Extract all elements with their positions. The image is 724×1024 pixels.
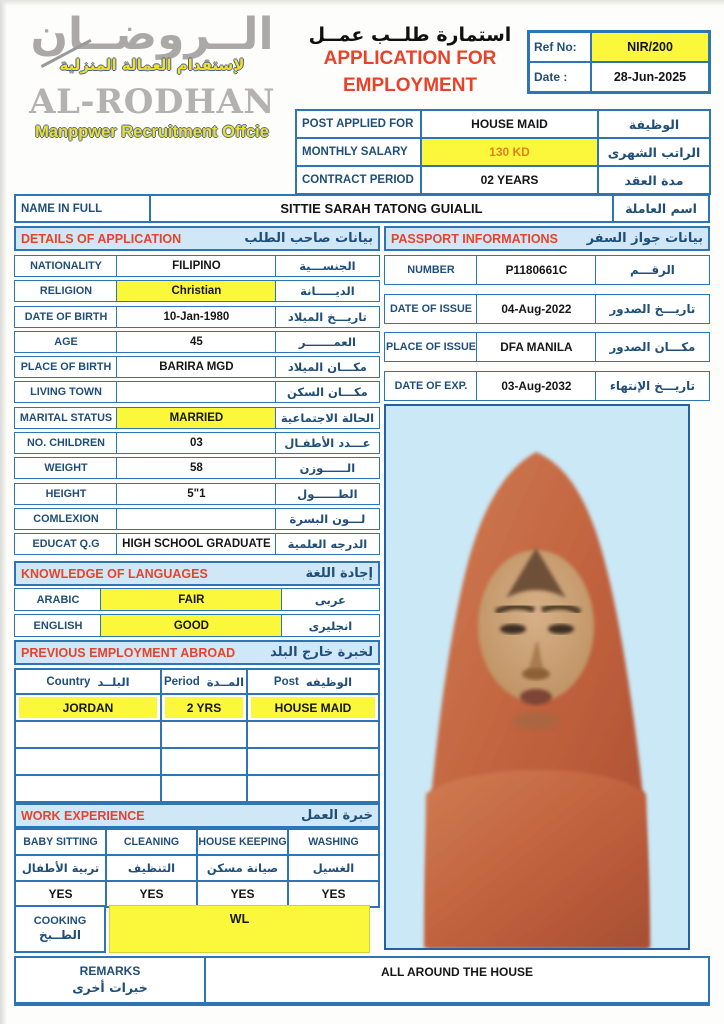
work-column-value: YES <box>16 882 107 906</box>
remarks-label <box>16 958 206 1002</box>
table-row <box>14 614 380 637</box>
languages-section-header <box>14 561 380 586</box>
cell-period <box>162 776 248 801</box>
language-label: ENGLISH <box>14 614 102 637</box>
table-row <box>14 508 380 530</box>
cooking-label-arabic: الطــبخ <box>38 928 82 943</box>
ref-box <box>527 30 711 94</box>
cell-value <box>251 724 375 745</box>
passport-label: DATE OF ISSUE <box>384 294 478 324</box>
column-header-post <box>248 670 378 693</box>
detail-label: PLACE OF BIRTH <box>14 356 118 378</box>
detail-arabic: الجنســـية <box>275 255 380 277</box>
language-arabic: انجليرى <box>281 614 380 637</box>
passport-label: DATE OF EXP. <box>384 371 478 401</box>
table-row <box>384 294 710 324</box>
detail-arabic: الــــــوزن <box>275 457 380 479</box>
detail-value: MARRIED <box>116 407 276 429</box>
applicant-photo <box>384 404 690 950</box>
cell-post <box>248 776 378 801</box>
passport-arabic: تاريـــخ الصدور <box>595 294 710 324</box>
form-title-english-line2: EMPLOYMENT <box>342 74 478 96</box>
detail-value <box>116 508 276 530</box>
detail-arabic: تاريـــخ الميلاد <box>275 306 380 328</box>
detail-value: BARIRA MGD <box>116 356 276 378</box>
passport-arabic: تاريـــخ الإنتهاء <box>595 371 710 401</box>
cell-country <box>16 722 162 747</box>
details-header-arabic: بيانات صاحب الطلب <box>244 231 373 246</box>
passport-header-english: PASSPORT INFORMATIONS <box>391 231 558 246</box>
detail-value: FILIPINO <box>116 255 276 277</box>
detail-label: AGE <box>14 331 118 353</box>
contract-period-arabic: مدة العقد <box>624 172 684 188</box>
cell-value <box>251 778 375 799</box>
previous-employment-header-arabic: لخبرة خارج البلد <box>270 645 373 660</box>
detail-label: MARITAL STATUS <box>14 407 118 429</box>
logo-block <box>16 9 288 142</box>
previous-employment-header-english: PREVIOUS EMPLOYMENT ABROAD <box>21 645 236 660</box>
passport-value: DFA MANILA <box>476 332 596 362</box>
detail-arabic: الدرجه العلمية <box>275 533 380 555</box>
name-arabic: اسم العاملة <box>625 201 697 216</box>
passport-section-header <box>384 226 710 251</box>
languages-table <box>14 588 380 640</box>
table-row <box>14 381 380 403</box>
table-row <box>16 695 378 722</box>
applicant-photo-drawing <box>386 406 688 948</box>
detail-label: WEIGHT <box>14 457 118 479</box>
table-row <box>384 371 710 401</box>
work-column-value: YES <box>321 887 346 901</box>
ref-number-label: Ref No: <box>530 33 592 61</box>
monthly-salary-arabic: الراتب الشهرى <box>607 144 701 160</box>
cooking-value: WL <box>109 905 370 953</box>
post-applied-value: HOUSE MAID <box>422 111 599 137</box>
detail-value: 45 <box>116 331 276 353</box>
language-arabic: عربى <box>281 588 380 611</box>
logo-arabic-name: الــروضــان <box>30 9 274 60</box>
column-header-english: Period <box>163 675 200 688</box>
ref-number-value: NIR/200 <box>592 33 708 61</box>
column-header-arabic: البلــد <box>97 674 130 689</box>
work-experience-table <box>14 828 380 908</box>
table-row <box>14 331 380 353</box>
table-row <box>16 722 378 749</box>
table-row <box>16 854 378 880</box>
table-row <box>14 533 380 555</box>
remarks-label-arabic: خبرات أخرى <box>72 979 148 995</box>
passport-arabic: مكـــان الصدور <box>595 332 710 362</box>
remarks-value: ALL AROUND THE HOUSE <box>380 965 533 979</box>
passport-label: PLACE OF ISSUE <box>384 332 478 362</box>
scan-edge-left <box>0 0 7 1024</box>
cell-post <box>248 695 378 720</box>
logo-tagline: Manppwer Recruitment Offcie <box>35 123 269 142</box>
language-level: FAIR <box>100 588 282 611</box>
passport-label: NUMBER <box>384 255 478 285</box>
details-section-header <box>14 226 380 251</box>
passport-table <box>384 255 710 409</box>
cell-value <box>165 778 243 799</box>
cell-post <box>248 749 378 774</box>
previous-employment-table <box>14 668 380 803</box>
table-row <box>14 255 380 277</box>
work-column-arabic: التنظيف <box>107 856 198 880</box>
work-column-english: WASHING <box>308 836 359 848</box>
detail-label: NO. CHILDREN <box>14 432 118 454</box>
column-header-arabic: المــدة <box>206 674 245 689</box>
logo-latin-name: AL-RODHAN <box>29 82 275 123</box>
form-title-english-line1: APPLICATION FOR <box>323 48 497 69</box>
detail-arabic: الديـــــانة <box>275 280 380 302</box>
detail-label: DATE OF BIRTH <box>14 306 118 328</box>
detail-value: 5"1 <box>116 483 276 505</box>
name-row <box>14 194 710 223</box>
ref-date-row <box>530 61 708 91</box>
column-header-english: Country <box>46 675 91 688</box>
table-row <box>297 137 709 165</box>
contract-period-value: 02 YEARS <box>422 167 599 193</box>
work-column-arabic: تربية الأطفال <box>16 856 107 880</box>
ref-date-label: Date : <box>530 63 592 91</box>
passport-value: 04-Aug-2022 <box>476 294 596 324</box>
remarks-row <box>14 956 710 1006</box>
passport-value: P1180661C <box>476 255 596 285</box>
cooking-label <box>14 905 106 953</box>
ref-number-row <box>530 33 708 61</box>
column-header-period <box>162 670 248 693</box>
table-row <box>14 407 380 429</box>
monthly-salary-label: MONTHLY SALARY <box>297 139 422 165</box>
detail-arabic: العمـــــــر <box>275 331 380 353</box>
work-experience-header-english: WORK EXPERIENCE <box>21 808 145 823</box>
cell-value: HOUSE MAID <box>251 697 375 718</box>
language-level: GOOD <box>100 614 282 637</box>
column-header-arabic: الوظيفه <box>305 674 353 689</box>
detail-arabic: مكـــان السكن <box>275 381 380 403</box>
detail-label: COMLEXION <box>14 508 118 530</box>
cell-country <box>16 749 162 774</box>
column-header-english: Post <box>273 675 299 688</box>
table-row <box>384 332 710 362</box>
post-applied-arabic: الوظيفة <box>628 116 680 132</box>
table-row <box>16 776 378 801</box>
work-column-value: YES <box>107 882 198 906</box>
detail-value <box>116 381 276 403</box>
name-value: SITTIE SARAH TATONG GUIALIL <box>151 196 614 221</box>
table-row <box>14 483 380 505</box>
detail-value: Christian <box>116 280 276 302</box>
work-column-arabic: صيانة مسكن <box>198 856 289 880</box>
contract-period-label: CONTRACT PERIOD <box>297 167 422 193</box>
cell-country <box>16 695 162 720</box>
table-row <box>297 111 709 137</box>
details-header-english: DETAILS OF APPLICATION <box>21 231 182 246</box>
cell-period <box>162 722 248 747</box>
detail-label: LIVING TOWN <box>14 381 118 403</box>
table-row <box>16 749 378 776</box>
details-table <box>14 255 380 559</box>
column-header-country <box>16 670 162 693</box>
work-column-english: BABY SITTING <box>16 830 107 854</box>
table-row <box>14 432 380 454</box>
detail-label: RELIGION <box>14 280 118 302</box>
table-row <box>14 356 380 378</box>
work-experience-header-arabic: خبرة العمل <box>301 808 373 823</box>
passport-arabic: الرقـــم <box>595 255 710 285</box>
table-header-row <box>16 670 378 695</box>
detail-arabic: مكـــان الميلاد <box>275 356 380 378</box>
cooking-row <box>14 905 380 953</box>
table-row <box>14 588 380 611</box>
scan-edge-top <box>0 0 724 6</box>
table-row <box>297 165 709 193</box>
name-label: NAME IN FULL <box>16 196 151 221</box>
detail-arabic: الطــــــول <box>275 483 380 505</box>
detail-value: HIGH SCHOOL GRADUATE <box>116 533 276 555</box>
table-row <box>384 255 710 285</box>
form-title <box>296 24 524 99</box>
cell-period <box>162 749 248 774</box>
passport-value: 03-Aug-2032 <box>476 371 596 401</box>
cell-value <box>165 724 243 745</box>
table-header-row <box>16 830 378 854</box>
cell-value: 2 YRS <box>165 697 243 718</box>
passport-header-arabic: بيانات جواز السفر <box>586 231 703 246</box>
languages-header-arabic: إجادة اللغة <box>305 566 373 581</box>
detail-arabic: عـــدد الأطفـال <box>275 432 380 454</box>
table-row <box>16 880 378 906</box>
cooking-label-english: COOKING <box>33 914 87 927</box>
work-column-english: CLEANING <box>107 830 198 854</box>
languages-header-english: KNOWLEDGE OF LANGUAGES <box>21 566 208 581</box>
cell-value <box>251 751 375 772</box>
detail-label: HEIGHT <box>14 483 118 505</box>
form-title-arabic: استمارة طلــب عمــل <box>308 24 512 46</box>
detail-value: 58 <box>116 457 276 479</box>
remarks-label-english: REMARKS <box>79 964 141 979</box>
cell-post <box>248 722 378 747</box>
detail-arabic: الحالة الاجتماعية <box>275 407 380 429</box>
table-row <box>14 306 380 328</box>
detail-value: 03 <box>116 432 276 454</box>
cell-country <box>16 776 162 801</box>
logo-arabic-subtitle: لإستقدام العمالة المنزلية <box>59 56 245 75</box>
work-column-arabic: الغسيل <box>312 861 355 875</box>
ref-date-value: 28-Jun-2025 <box>613 70 687 84</box>
language-label: ARABIC <box>14 588 102 611</box>
previous-employment-section-header <box>14 640 380 665</box>
detail-value: 10-Jan-1980 <box>116 306 276 328</box>
cell-value <box>19 751 157 772</box>
table-row <box>14 457 380 479</box>
cell-value <box>19 724 157 745</box>
detail-label: NATIONALITY <box>14 255 118 277</box>
cell-period <box>162 695 248 720</box>
post-applied-table <box>295 109 711 195</box>
cell-value <box>165 751 243 772</box>
cell-value <box>19 778 157 799</box>
work-column-value: YES <box>198 882 289 906</box>
monthly-salary-value: 130 KD <box>422 139 599 165</box>
detail-arabic: لـــون البسرة <box>275 508 380 530</box>
cell-value: JORDAN <box>19 697 157 718</box>
detail-label: EDUCAT Q.G <box>14 533 118 555</box>
post-applied-label: POST APPLIED FOR <box>297 111 422 137</box>
work-experience-section-header <box>14 803 380 828</box>
work-column-english: HOUSE KEEPING <box>198 830 289 854</box>
table-row <box>14 280 380 302</box>
